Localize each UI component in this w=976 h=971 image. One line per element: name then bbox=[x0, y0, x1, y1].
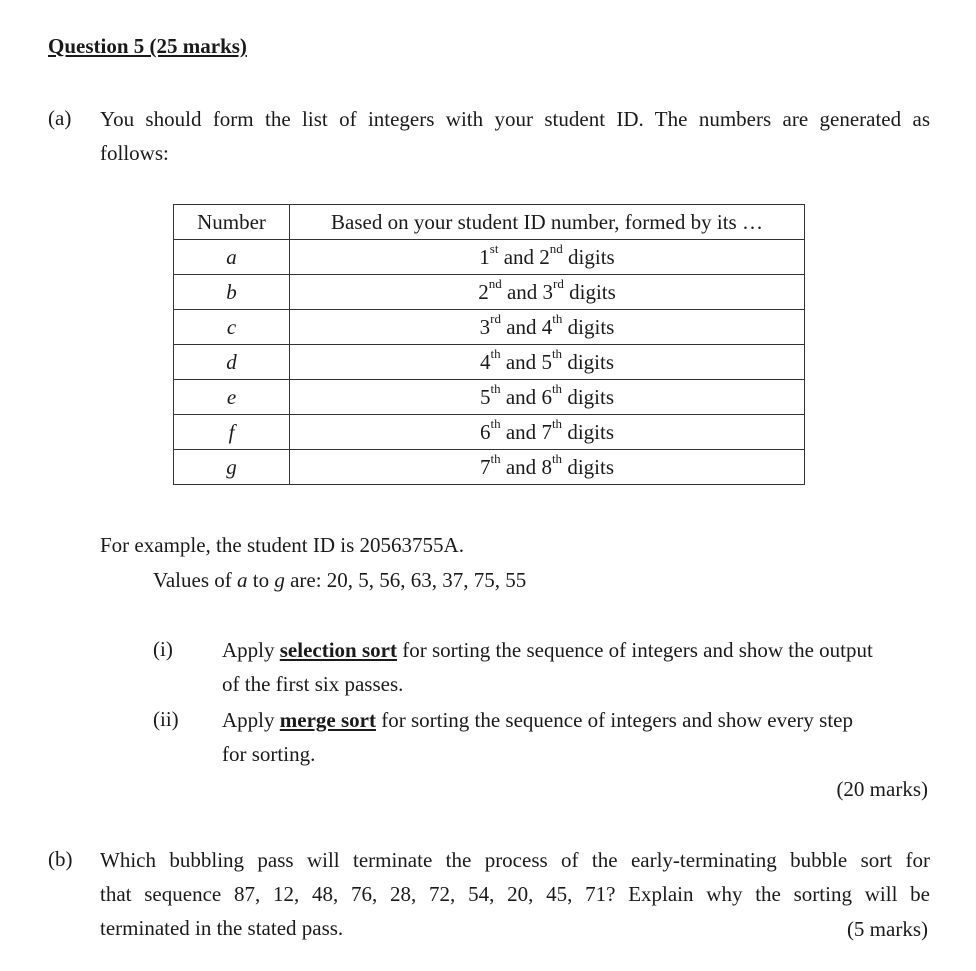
part-b-line1: Which bubbling pass will terminate the process of the early-terminating bubble sort for bbox=[100, 848, 930, 872]
values-var-a: a bbox=[236, 568, 248, 592]
row-digits bbox=[290, 345, 805, 380]
sub-ii-bold: merge sort bbox=[279, 708, 376, 732]
digit-first-suffix: st bbox=[489, 240, 499, 256]
digit-first-suffix: th bbox=[490, 380, 501, 396]
digits-word: digits bbox=[567, 314, 615, 339]
part-b-line2: that sequence 87, 12, 48, 76, 28, 72, 54, 20, 45, 71? Explain why the sorting will be bbox=[100, 882, 930, 906]
digit-second-suffix: th bbox=[552, 310, 563, 326]
header-basis: Based on your student ID number, formed by its … bbox=[290, 205, 805, 240]
digit-first-suffix: th bbox=[490, 450, 501, 466]
row-digits bbox=[290, 415, 805, 450]
row-variable: f bbox=[174, 415, 290, 450]
sub-i-text bbox=[222, 633, 930, 701]
part-a-intro bbox=[100, 102, 930, 170]
digits-word: digits bbox=[568, 244, 615, 269]
values-var-g: g bbox=[274, 568, 285, 592]
and-text: and bbox=[503, 244, 535, 269]
values-prefix: Values of bbox=[153, 568, 237, 592]
row-digits bbox=[290, 380, 805, 415]
sub-ii-line2: for sorting. bbox=[222, 742, 316, 766]
part-a-marks: (20 marks) bbox=[836, 777, 928, 801]
row-digits bbox=[290, 310, 805, 345]
digits-word: digits bbox=[567, 419, 614, 444]
table-row bbox=[174, 450, 805, 485]
part-a-label: (a) bbox=[48, 106, 72, 130]
row-variable: c bbox=[174, 310, 290, 345]
digit-second: 3 bbox=[542, 279, 554, 304]
digit-first: 4 bbox=[479, 349, 491, 374]
digit-second-suffix: th bbox=[551, 380, 563, 396]
row-variable: g bbox=[174, 450, 290, 485]
digit-first: 7 bbox=[479, 454, 491, 479]
digit-second: 7 bbox=[541, 419, 552, 444]
digit-first: 2 bbox=[478, 279, 489, 304]
digit-second: 8 bbox=[541, 454, 552, 479]
part-b-text bbox=[100, 843, 930, 945]
digit-second: 5 bbox=[541, 349, 552, 374]
sub-ii-line1 bbox=[222, 703, 930, 737]
digit-second: 6 bbox=[541, 384, 552, 409]
sub-i-line2: of the first six passes. bbox=[222, 672, 404, 696]
sub-i-line1 bbox=[222, 633, 930, 667]
sub-i-label: (i) bbox=[153, 637, 173, 661]
values-to: to bbox=[247, 568, 275, 592]
sub-ii-pre: Apply bbox=[222, 708, 280, 732]
and-text: and bbox=[506, 279, 538, 304]
table-row bbox=[174, 240, 805, 275]
and-text: and bbox=[505, 384, 537, 409]
values-line bbox=[153, 568, 526, 593]
digit-second-suffix: nd bbox=[549, 240, 563, 256]
digit-second: 2 bbox=[539, 244, 550, 269]
row-variable: d bbox=[174, 345, 290, 380]
digit-second-suffix: th bbox=[551, 415, 563, 431]
row-variable: a bbox=[174, 240, 290, 275]
sub-ii-text bbox=[222, 703, 930, 771]
row-digits bbox=[290, 450, 805, 485]
digit-second-suffix: th bbox=[551, 345, 563, 361]
row-variable: b bbox=[174, 275, 290, 310]
table-row bbox=[174, 310, 805, 345]
digit-first-suffix: rd bbox=[490, 310, 501, 326]
digit-first-suffix: th bbox=[490, 345, 501, 361]
example-line: For example, the student ID is 20563755A. bbox=[100, 533, 464, 557]
digit-mapping-table bbox=[173, 204, 805, 485]
digits-word: digits bbox=[569, 279, 616, 304]
row-digits bbox=[290, 240, 805, 275]
digit-first: 6 bbox=[479, 419, 491, 444]
sub-i-post: for sorting the sequence of integers and show the output bbox=[396, 638, 873, 662]
sub-ii-label: (ii) bbox=[153, 707, 179, 731]
table-row bbox=[174, 380, 805, 415]
sub-i-bold: selection sort bbox=[279, 638, 397, 662]
part-b-line3: terminated in the stated pass. bbox=[100, 916, 344, 940]
table-header-row bbox=[174, 205, 805, 240]
row-digits bbox=[290, 275, 805, 310]
digit-first: 1 bbox=[479, 244, 490, 269]
and-text: and bbox=[505, 419, 537, 444]
digits-word: digits bbox=[567, 454, 614, 479]
part-b-label: (b) bbox=[48, 847, 73, 871]
part-a-intro-line2: follows: bbox=[100, 141, 169, 165]
digit-first: 5 bbox=[479, 384, 491, 409]
header-number: Number bbox=[174, 205, 290, 240]
part-a-intro-line1: You should form the list of integers with your student ID. The numbers are generated as bbox=[100, 107, 930, 131]
sub-ii-post: for sorting the sequence of integers and show every step bbox=[375, 708, 853, 732]
digits-word: digits bbox=[567, 349, 614, 374]
table-row bbox=[174, 345, 805, 380]
question-title: Question 5 (25 marks) bbox=[48, 34, 247, 58]
digit-second-suffix: th bbox=[551, 450, 563, 466]
and-text: and bbox=[505, 349, 537, 374]
and-text: and bbox=[505, 454, 537, 479]
digit-first-suffix: th bbox=[490, 415, 501, 431]
digits-word: digits bbox=[567, 384, 614, 409]
values-suffix: are: 20, 5, 56, 63, 37, 75, 55 bbox=[284, 568, 527, 592]
and-text: and bbox=[506, 314, 537, 339]
digit-second: 4 bbox=[541, 314, 553, 339]
digit-first: 3 bbox=[479, 314, 491, 339]
digit-second-suffix: rd bbox=[553, 275, 564, 291]
table-row bbox=[174, 415, 805, 450]
part-b-marks: (5 marks) bbox=[846, 917, 928, 941]
table-row bbox=[174, 275, 805, 310]
row-variable: e bbox=[174, 380, 290, 415]
digit-first-suffix: nd bbox=[488, 275, 502, 291]
sub-i-pre: Apply bbox=[222, 638, 280, 662]
